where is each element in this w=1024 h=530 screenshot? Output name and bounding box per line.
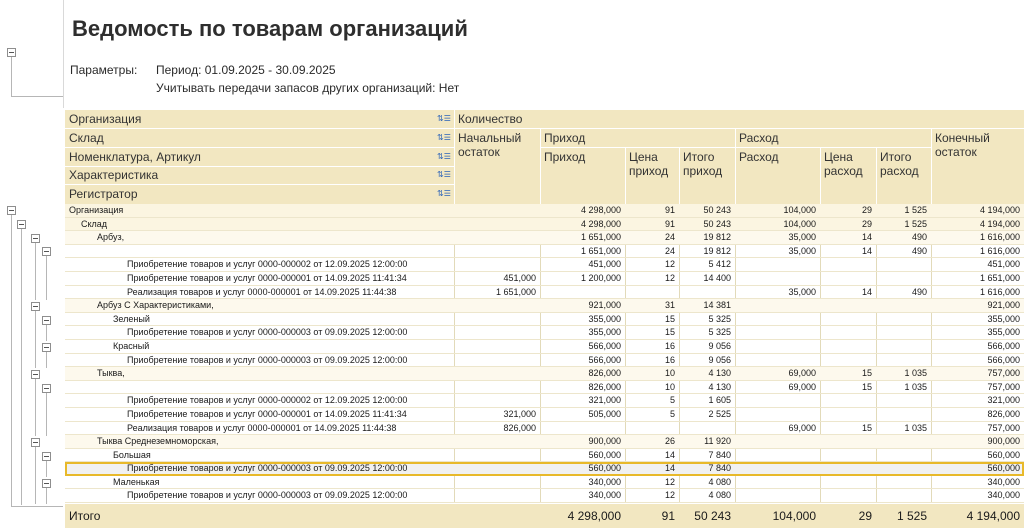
report-body [65, 204, 1024, 503]
row-income-price: 26 [664, 436, 675, 447]
row-closing: 321,000 [987, 395, 1020, 406]
collapse-char-toggle[interactable] [42, 343, 51, 352]
row-income-total: 4 080 [708, 490, 731, 501]
row-closing: 1 616,000 [979, 286, 1020, 297]
table-row[interactable] [65, 449, 1024, 463]
col-expense-price: Цена расход [824, 150, 863, 178]
row-income-total: 7 840 [708, 463, 731, 474]
grouping-warehouse[interactable]: Склад [69, 131, 104, 145]
row-expense-total: 490 [911, 232, 927, 243]
row-income-total: 9 056 [708, 340, 731, 351]
sort-icon[interactable]: ⇅☰ [437, 114, 451, 123]
row-expense-price: 14 [861, 232, 872, 243]
row-label: Склад [81, 218, 108, 229]
row-expense: 104,000 [783, 205, 816, 215]
table-row[interactable] [65, 408, 1024, 422]
params-label: Параметры: [70, 63, 138, 77]
row-label: Организация [69, 205, 124, 215]
period-param: Период: 01.09.2025 - 30.09.2025 [156, 63, 336, 77]
total-expense: 104,000 [772, 509, 816, 523]
table-row[interactable] [65, 272, 1024, 286]
row-label: Тыква, [97, 368, 125, 379]
grouping-nomenclature[interactable]: Номенклатура, Артикул [69, 150, 201, 164]
total-expense-price: 29 [858, 509, 872, 523]
col-expense-total: Итого расход [880, 150, 919, 178]
row-income: 340,000 [588, 490, 621, 501]
sort-icon[interactable]: ⇅☰ [437, 133, 451, 142]
row-income-total: 1 605 [708, 395, 731, 406]
row-income-total: 50 243 [703, 205, 731, 215]
row-closing: 566,000 [987, 340, 1020, 351]
report-title: Ведомость по товарам организаций [72, 16, 468, 41]
collapse-org-toggle[interactable] [7, 206, 16, 215]
row-closing: 4 194,000 [979, 218, 1020, 229]
row-income: 560,000 [588, 463, 621, 474]
row-income: 560,000 [588, 449, 621, 460]
row-income-total: 19 812 [703, 245, 731, 256]
row-income-price: 12 [664, 272, 675, 283]
collapse-char-toggle[interactable] [42, 247, 51, 256]
row-closing: 566,000 [987, 354, 1020, 365]
row-expense-price: 14 [861, 245, 872, 256]
row-expense-price: 15 [861, 381, 872, 392]
row-income-total: 11 920 [704, 436, 731, 447]
table-row[interactable] [65, 258, 1024, 272]
row-income-price: 24 [664, 245, 675, 256]
total-income: 4 298,000 [567, 509, 621, 523]
row-income-price: 12 [664, 259, 675, 270]
table-row-selected[interactable] [65, 462, 1024, 476]
row-income-total: 4 130 [708, 368, 731, 379]
row-income-total: 14 400 [703, 272, 731, 283]
row-income: 505,000 [588, 408, 621, 419]
collapse-item-toggle[interactable] [31, 370, 40, 379]
row-opening: 451,000 [503, 272, 536, 283]
table-row[interactable] [65, 286, 1024, 300]
row-opening: 826,000 [503, 422, 536, 433]
grouping-organization[interactable]: Организация [69, 112, 142, 126]
row-income-total: 5 412 [708, 259, 731, 270]
row-opening: 1 651,000 [495, 286, 536, 297]
row-closing: 560,000 [987, 449, 1020, 460]
row-income-total: 14 381 [703, 300, 731, 311]
row-income: 921,000 [588, 300, 621, 311]
table-row[interactable] [65, 367, 1024, 381]
grouping-characteristic[interactable]: Характеристика [69, 168, 159, 182]
collapse-header-toggle[interactable] [7, 48, 16, 57]
row-income: 1 651,000 [580, 232, 621, 243]
row-expense-price: 15 [861, 422, 872, 433]
row-income: 4 298,000 [580, 205, 621, 215]
grouping-gutter [0, 0, 60, 530]
table-row[interactable] [65, 489, 1024, 503]
row-label: Арбуз С Характеристиками, [97, 300, 214, 311]
row-income-price: 5 [669, 395, 675, 406]
row-label: Приобретение товаров и услуг 0000-000003 от 09.09.2025 12:00:00 [127, 490, 408, 501]
row-income: 826,000 [588, 368, 621, 379]
row-expense-price: 15 [861, 368, 872, 379]
row-expense: 69,000 [788, 422, 816, 433]
grouping-registrar[interactable]: Регистратор [69, 187, 138, 201]
row-closing: 1 651,000 [979, 272, 1020, 283]
row-closing: 757,000 [987, 381, 1020, 392]
row-income-total: 4 130 [708, 381, 731, 392]
row-label: Приобретение товаров и услуг 0000-000001 от 14.09.2025 11:41:34 [127, 408, 407, 419]
row-income-price: 12 [664, 490, 675, 501]
row-expense-price: 14 [861, 286, 872, 297]
row-label: Арбуз, [97, 232, 125, 243]
row-expense-total: 490 [911, 245, 927, 256]
row-income-price: 24 [664, 232, 675, 243]
row-expense: 69,000 [788, 368, 816, 379]
row-income-total: 5 325 [708, 327, 731, 338]
row-expense-total: 1 035 [904, 381, 927, 392]
row-income: 355,000 [588, 313, 621, 324]
row-income: 4 298,000 [580, 218, 621, 229]
row-income: 566,000 [588, 354, 621, 365]
collapse-char-toggle[interactable] [42, 316, 51, 325]
row-closing: 340,000 [987, 476, 1020, 487]
total-expense-sum: 1 525 [896, 509, 927, 523]
sort-icon[interactable]: ⇅☰ [437, 189, 451, 198]
total-closing: 4 194,000 [966, 509, 1020, 523]
table-row[interactable] [65, 313, 1024, 327]
row-income-total: 50 243 [703, 218, 731, 229]
row-label: Приобретение товаров и услуг 0000-000003 от 09.09.2025 12:00:00 [127, 327, 408, 338]
row-label: Приобретение товаров и услуг 0000-000003 от 09.09.2025 12:00:00 [127, 354, 408, 365]
table-row[interactable] [65, 476, 1024, 490]
totals-row [65, 504, 1024, 528]
collapse-char-toggle[interactable] [42, 479, 51, 488]
row-income-price: 5 [669, 408, 675, 419]
row-income-price: 91 [664, 205, 675, 215]
col-income-total: Итого приход [683, 150, 723, 178]
row-closing: 757,000 [987, 368, 1020, 379]
collapse-warehouse-toggle[interactable] [17, 220, 26, 229]
row-label: Реализация товаров и услуг 0000-000001 от 14.09.2025 11:44:38 [127, 286, 397, 297]
row-expense-total: 490 [911, 286, 927, 297]
table-row[interactable] [65, 394, 1024, 408]
row-closing: 560,000 [987, 463, 1020, 474]
col-expense: Расход [739, 150, 779, 164]
row-expense-total: 1 525 [904, 205, 927, 215]
row-income-price: 10 [664, 381, 675, 392]
transfers-param: Учитывать передачи запасов других организаций: Нет [156, 81, 460, 95]
row-label: Приобретение товаров и услуг 0000-000002 от 12.09.2025 12:00:00 [127, 395, 408, 406]
table-row[interactable] [65, 245, 1024, 259]
collapse-char-toggle[interactable] [42, 452, 51, 461]
col-quantity: Количество [458, 112, 523, 126]
row-income-price: 16 [664, 340, 675, 351]
row-label: Реализация товаров и услуг 0000-000001 от 14.09.2025 11:44:38 [127, 422, 397, 433]
row-income: 355,000 [588, 327, 621, 338]
row-closing: 451,000 [987, 259, 1020, 270]
row-closing: 4 194,000 [979, 205, 1020, 215]
row-label: Приобретение товаров и услуг 0000-000001 от 14.09.2025 11:41:34 [127, 272, 407, 283]
row-closing: 921,000 [987, 300, 1020, 311]
row-income-price: 16 [664, 354, 675, 365]
row-income-price: 14 [664, 463, 675, 474]
table-row[interactable] [65, 381, 1024, 395]
row-label: Большая [113, 449, 151, 460]
table-row[interactable] [65, 354, 1024, 368]
table-row[interactable] [65, 435, 1024, 449]
row-expense-total: 1 525 [904, 218, 927, 229]
table-row[interactable] [65, 218, 1024, 232]
row-income: 321,000 [588, 395, 621, 406]
table-row[interactable] [65, 231, 1024, 245]
row-income: 566,000 [588, 340, 621, 351]
row-expense-total: 1 035 [904, 422, 927, 433]
col-closing: Конечный остаток [935, 131, 990, 159]
row-closing: 355,000 [987, 327, 1020, 338]
row-expense: 35,000 [788, 232, 816, 243]
sort-icon[interactable]: ⇅☰ [437, 170, 451, 179]
row-closing: 1 616,000 [979, 245, 1020, 256]
row-expense: 35,000 [788, 286, 816, 297]
total-income-price: 91 [661, 509, 675, 523]
col-expense-group: Расход [739, 131, 779, 145]
row-income-total: 4 080 [708, 476, 731, 487]
table-row[interactable] [65, 326, 1024, 340]
col-income-price: Цена приход [629, 150, 669, 178]
row-opening: 321,000 [503, 408, 536, 419]
table-row[interactable] [65, 299, 1024, 313]
row-income-total: 7 840 [708, 449, 731, 460]
row-income-price: 14 [664, 449, 675, 460]
total-income-sum: 50 243 [694, 509, 731, 523]
row-closing: 1 616,000 [979, 232, 1020, 243]
row-label: Красный [113, 340, 150, 351]
row-expense-price: 29 [861, 205, 872, 215]
gutter-divider [63, 0, 64, 108]
collapse-item-toggle[interactable] [31, 302, 40, 311]
row-income-total: 9 056 [708, 354, 731, 365]
row-income: 826,000 [588, 381, 621, 392]
row-label: Маленькая [113, 476, 160, 487]
row-income-price: 31 [664, 300, 675, 311]
row-income-total: 5 325 [708, 313, 731, 324]
col-opening: Начальный остаток [458, 131, 522, 159]
row-closing: 355,000 [987, 313, 1020, 324]
row-label: Приобретение товаров и услуг 0000-000003 от 09.09.2025 12:00:00 [127, 463, 408, 474]
row-closing: 757,000 [987, 422, 1020, 433]
row-income-price: 15 [664, 313, 675, 324]
row-label: Тыква Среднеземноморская, [97, 436, 219, 447]
sort-icon[interactable]: ⇅☰ [437, 152, 451, 161]
row-label: Зеленый [113, 313, 150, 324]
collapse-item-toggle[interactable] [31, 234, 40, 243]
row-label: Приобретение товаров и услуг 0000-000002 от 12.09.2025 12:00:00 [127, 259, 408, 270]
row-expense: 104,000 [783, 218, 816, 229]
col-income-group: Приход [544, 131, 586, 145]
report-header [65, 110, 1024, 204]
col-income: Приход [544, 150, 586, 164]
row-expense-price: 29 [861, 218, 872, 229]
row-income: 1 651,000 [580, 245, 621, 256]
row-expense: 35,000 [788, 245, 816, 256]
row-income: 451,000 [588, 259, 621, 270]
totals-label: Итого [69, 509, 101, 523]
table-row[interactable] [65, 340, 1024, 354]
row-income: 900,000 [588, 436, 621, 447]
row-income-total: 2 525 [708, 408, 731, 419]
row-income: 1 200,000 [580, 272, 621, 283]
row-expense: 69,000 [788, 381, 816, 392]
table-row[interactable] [65, 422, 1024, 436]
row-income-total: 19 812 [703, 232, 731, 243]
table-row[interactable] [65, 204, 1024, 218]
row-income-price: 10 [664, 368, 675, 379]
row-income: 340,000 [588, 476, 621, 487]
row-income-price: 15 [664, 327, 675, 338]
collapse-item-toggle[interactable] [31, 438, 40, 447]
row-expense-total: 1 035 [904, 368, 927, 379]
collapse-char-toggle[interactable] [42, 384, 51, 393]
row-income-price: 91 [664, 218, 675, 229]
row-closing: 900,000 [987, 436, 1020, 447]
row-closing: 340,000 [987, 490, 1020, 501]
row-closing: 826,000 [987, 408, 1020, 419]
row-income-price: 12 [664, 476, 675, 487]
